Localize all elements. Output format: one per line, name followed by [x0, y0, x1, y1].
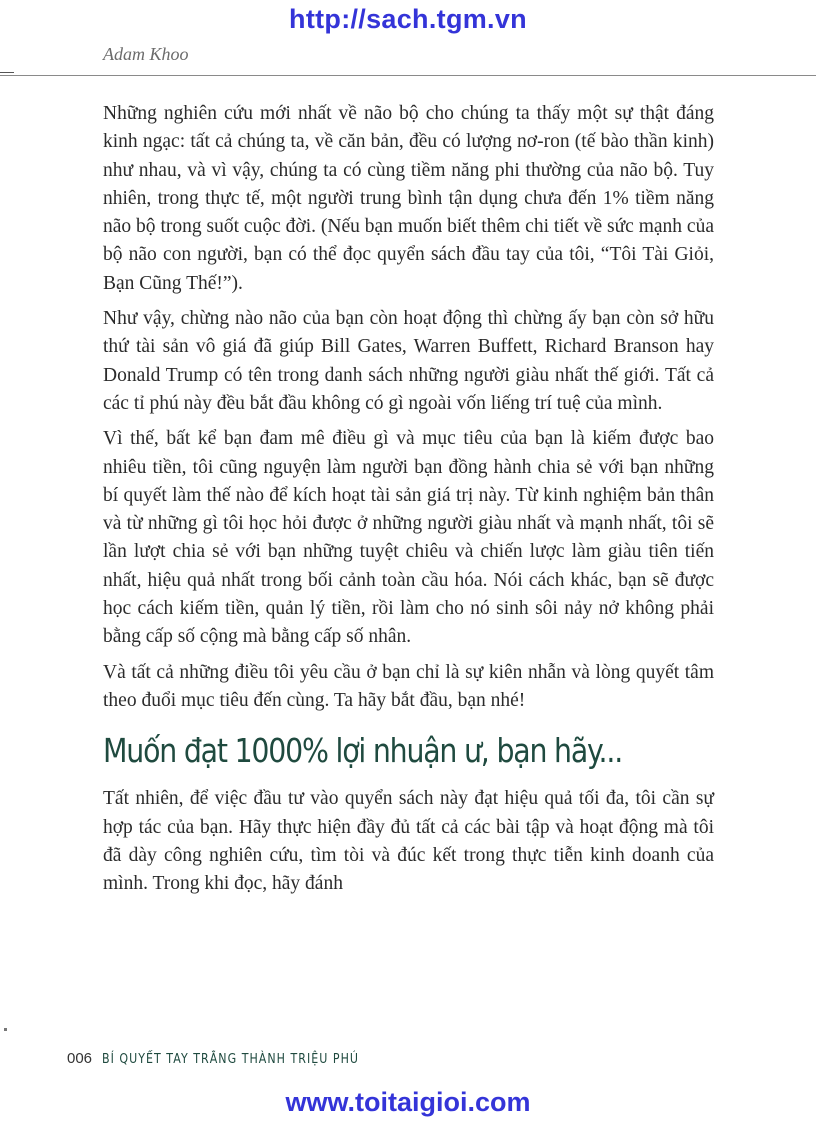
paragraph-billionaires: Như vậy, chừng nào não của bạn còn hoạt động thì chừng ấy bạn còn sở hữu thứ tài sản vô giá đã giúp Bill Gates, Warren Buffett, Richard Branson hay Donald Trump có tên trong danh sách những người giàu nhất thế giới. Tất cả các tỉ phú này đều bắt đầu không có gì ngoài vốn liếng trí tuệ của mình. — [103, 308, 714, 414]
page-footer — [67, 1050, 404, 1067]
running-footer-book-title: BÍ QUYẾT TAY TRẮNG THÀNH TRIỆU PHÚ — [102, 1052, 360, 1067]
page-body — [103, 100, 714, 905]
paragraph-cooperation: Tất nhiên, để việc đầu tư vào quyển sách này đạt hiệu quả tối đa, tôi cần sự hợp tác của bạn. Hãy thực hiện đầy đủ tất cả các bài tập và hoạt động mà tôi đã dày công nghiên cứu, tìm tòi và đúc kết trong thực tiễn kinh doanh của mình. Trong khi đọc, hãy đánh — [103, 788, 714, 895]
running-header-author: Adam Khoo — [103, 44, 189, 64]
section-heading: Muốn đạt 1000% lợi nhuận ư, bạn hãy... — [103, 731, 623, 771]
header-divider — [0, 75, 816, 76]
header-rule-tick — [0, 72, 14, 73]
paragraph-companion: Vì thế, bất kể bạn đam mê điều gì và mục tiêu của bạn là kiếm được bao nhiêu tiền, tôi cũng nguyện làm người bạn đồng hành chia sẻ với bạn những bí quyết làm thế nào để kích hoạt tài sản giá trị này. Từ kinh nghiệm bản thân và từ những gì tôi học hỏi được ở những người giàu nhất và mạnh nhất, tôi sẽ lần lượt chia sẻ với bạn những tuyệt chiêu và chiến lược làm giàu tiên tiến nhất, hiệu quả nhất trong bối cảnh toàn cầu hóa. Nói cách khác, bạn sẽ được học cách kiếm tiền, quản lý tiền, rồi làm cho nó sinh sôi nảy nở không phải bằng cấp số cộng mà bằng cấp số nhân. — [103, 428, 714, 648]
watermark-bottom-url: www.toitaigioi.com — [285, 1087, 531, 1117]
page-number: 006 — [67, 1050, 93, 1067]
paragraph-brain-research: Những nghiên cứu mới nhất về não bộ cho chúng ta thấy một sự thật đáng kinh ngạc: tất cả chúng ta, về căn bản, đều có lượng nơ-ron (tế bào thần kinh) như nhau, và vì vậy, chúng ta có cùng tiềm năng phi thường của não bộ. Tuy nhiên, trong thực tế, một người trung bình tận dụng chưa đến 1% tiềm năng não bộ trong suốt cuộc đời. (Nếu bạn muốn biết thêm chi tiết về sức mạnh của bộ não con người, bạn có thể đọc quyển sách đầu tay của tôi, “Tôi Tài Giỏi, Bạn Cũng Thế!”). — [103, 103, 714, 294]
watermark-top-url: http://sach.tgm.vn — [289, 4, 527, 34]
paragraph-patience: Và tất cả những điều tôi yêu cầu ở bạn chỉ là sự kiên nhẫn và lòng quyết tâm theo đuổi mục tiêu đến cùng. Ta hãy bắt đầu, bạn nhé! — [103, 661, 714, 711]
margin-mark — [4, 1028, 7, 1031]
